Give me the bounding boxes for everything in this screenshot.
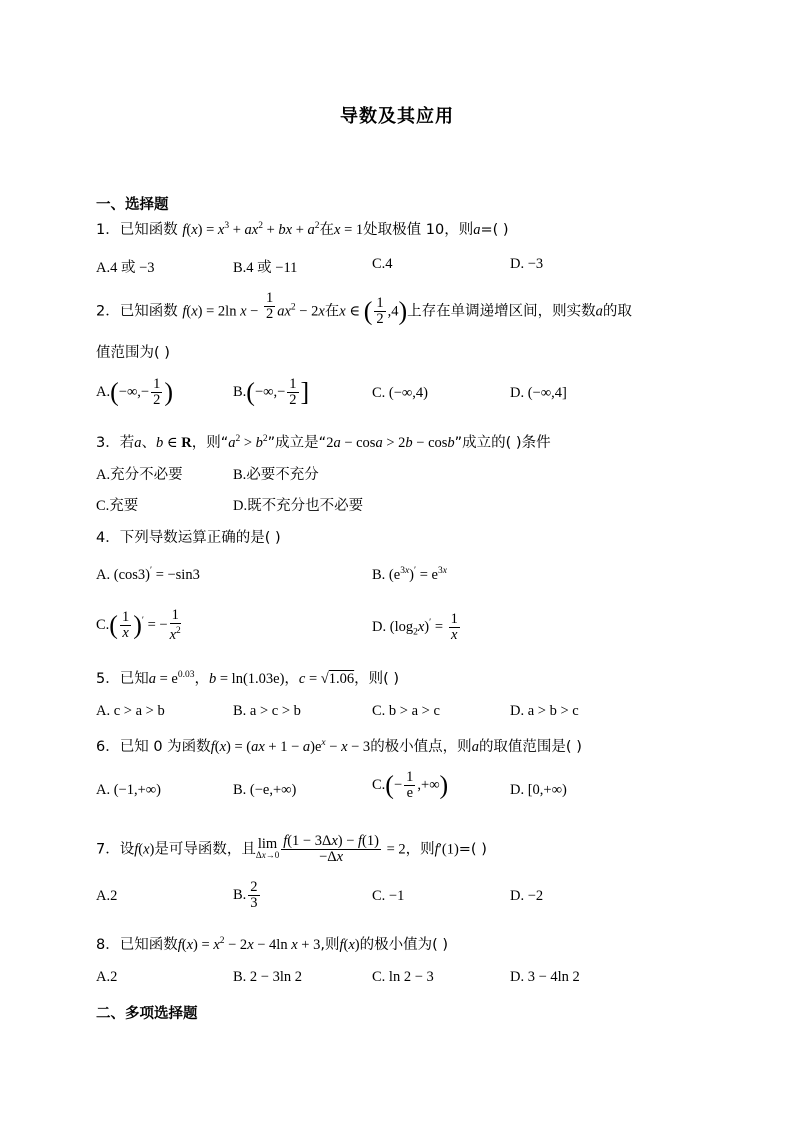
q2-option-c[interactable]: C. (−∞,4) <box>372 385 428 401</box>
q3-option-a[interactable]: A.充分不必要 <box>96 467 183 483</box>
section-heading-multiple-choice: 二、多项选择题 <box>96 1006 198 1022</box>
q5-option-b[interactable]: B. a > c > b <box>233 703 301 719</box>
q7-option-d[interactable]: D. −2 <box>510 888 544 904</box>
q2-options <box>96 377 716 417</box>
q6-option-d[interactable]: D. [0,+∞) <box>510 782 567 798</box>
question-2-continued: 值范围为( ) <box>96 345 170 361</box>
q8-option-d[interactable]: D. 3 − 4ln 2 <box>510 969 580 985</box>
q4-options-row1 <box>96 566 716 606</box>
q4-option-d[interactable]: D. $(\log_2x)'$ = $\frac{1}{x}$ <box>372 611 458 643</box>
q4-option-c[interactable]: C.( $\frac{1}{x}$ )′ = − $\frac{1}{x^2}$ <box>96 607 181 643</box>
question-6: 6．已知 0 为函数$f(x) = (ax + 1 - a)e^x - x - 3$的极小值点，则a的取值范围是( ) <box>96 738 582 755</box>
q4-options-row2 <box>96 608 716 648</box>
q3-option-b[interactable]: B.必要不充分 <box>233 467 319 483</box>
question-3: 3．若a、b ∈ R，则“$a^2 > b^2$”成立是“2a − cosa > 2b − cosb”成立的( )条件 <box>96 434 551 451</box>
q5-option-c[interactable]: C. b > a > c <box>372 703 440 719</box>
question-1: 1．已知函数 $f(x) = x^3 + ax^2$ + bx + $a^2$在x = 1处取极值 10，则a=( ) <box>96 221 509 238</box>
q2-option-b[interactable]: B.(−∞,− $\frac{1}{2}$ ] <box>233 376 310 408</box>
q2-option-a[interactable]: A.(−∞,− $\frac{1}{2}$ ) <box>96 376 174 408</box>
q7-option-c[interactable]: C. −1 <box>372 888 405 904</box>
q6-option-b[interactable]: B. (−e,+∞) <box>233 782 297 798</box>
q6-options <box>96 770 716 810</box>
question-4: 4．下列导数运算正确的是( ) <box>96 530 281 546</box>
q1-option-d[interactable]: D. −3 <box>510 256 544 272</box>
q8-option-c[interactable]: C. ln 2 − 3 <box>372 969 434 985</box>
q3-option-d[interactable]: D.既不充分也不必要 <box>233 498 364 514</box>
question-2: 2．已知函数 f(x) = 2ln x − $\frac{1}{2}$ $ax^2 - 2x$在x ∈ ( $\frac{1}{2}$ ,4)上存在单调递增区间，则实数a的取 <box>96 290 632 327</box>
question-5: 5．已知$a = e^{0.03}$，b = ln(1.03e)，c = √1.06，则( ) <box>96 670 400 687</box>
q8-option-b[interactable]: B. 2 − 3ln 2 <box>233 969 303 985</box>
q1-formula: f <box>182 221 187 238</box>
q4-option-b[interactable]: B. $(e^{3x})' = e^{3x}$ <box>372 566 447 583</box>
q6-option-a[interactable]: A. (−1,+∞) <box>96 782 161 798</box>
section-heading-single-choice: 一、选择题 <box>96 197 169 213</box>
q7-option-a[interactable]: A.2 <box>96 888 118 904</box>
q3-option-c[interactable]: C.充要 <box>96 498 139 514</box>
q1-option-c[interactable]: C.4 <box>372 256 393 272</box>
q8-option-a[interactable]: A.2 <box>96 969 118 985</box>
q5-option-d[interactable]: D. a > b > c <box>510 703 579 719</box>
q7-options <box>96 880 716 920</box>
question-7: 7．设f(x)是可导函数，且 lim Δx→0 $\frac{f(1 - 3\Delta x) - f(1)}{-\Delta x}$ = 2，则f′(1)=( ) <box>96 833 487 865</box>
q4-option-a[interactable]: A. (cos3)′ = −sin3 <box>96 566 200 583</box>
q1-options <box>96 256 716 296</box>
q1-option-a[interactable]: A.4 或 −3 <box>96 260 155 276</box>
q2-option-d[interactable]: D. (−∞,4] <box>510 385 567 401</box>
page-title: 导数及其应用 <box>340 106 454 127</box>
question-8: 8．已知函数$f(x) = x^2 - 2x - 4\ln$ x + 3,则f(x)的极小值为( ) <box>96 936 449 953</box>
q5-option-a[interactable]: A. c > a > b <box>96 703 165 719</box>
q7-option-b[interactable]: B. $\frac{2}{3}$ <box>233 879 258 911</box>
q6-option-c[interactable]: C.(− $\frac{1}{e}$ ,+∞) <box>372 769 449 801</box>
q1-option-b[interactable]: B.4 或 −11 <box>233 260 298 276</box>
